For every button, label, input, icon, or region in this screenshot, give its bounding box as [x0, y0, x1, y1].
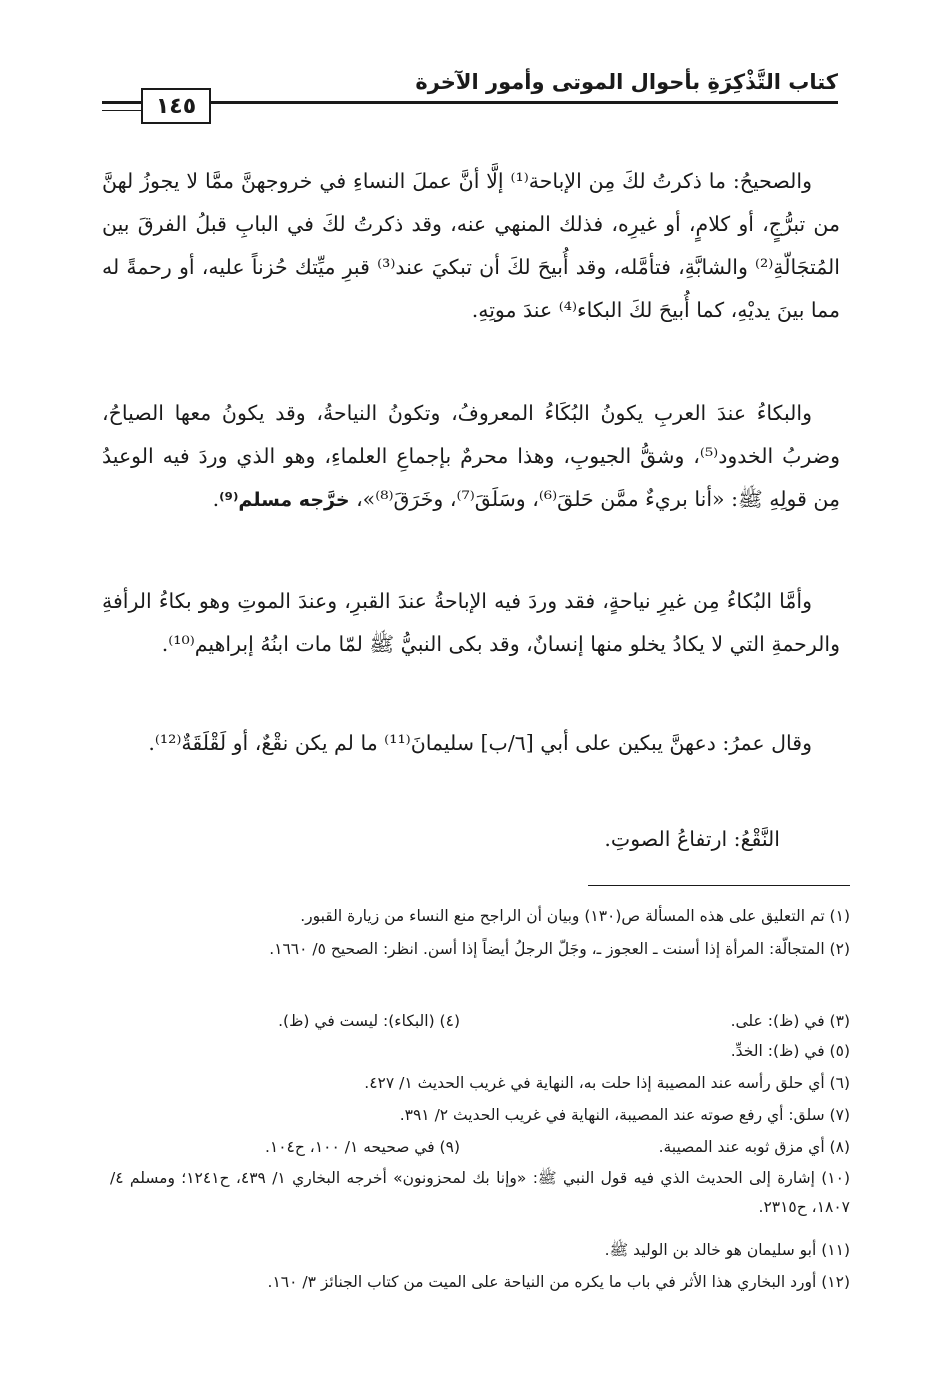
paragraph-3-text: وأمَّا البُكاءُ مِن غيرِ نياحةٍ، فقد وردَ فيه الإباحةُ عندَ القبرِ، وعندَ الموتِ وهو بكاءُ الرأفةِ والرحمةِ التي لا يكادُ يخلو منها إنسانٌ، وقد بكى النبيُّ ﷺ لمّا مات ابنُهُ إبراهيم⁽¹⁰⁾. [102, 589, 840, 656]
paragraph-1 [102, 160, 840, 332]
footnote-11: (١١) أبو سليمان هو خالد بن الوليد ﷺ. [604, 1241, 850, 1259]
footnote-9: (٩) في صحيحه ١/ ١٠٠، ح١٠٤. [264, 1138, 460, 1156]
paragraph-4-text: وقال عمرُ: دعهنَّ يبكين على أبي [٦/ب] سليمانَ⁽¹¹⁾ ما لم يكن نقْعٌ، أو لَقْلَقَةٌ⁽¹²⁾. [148, 731, 812, 755]
header-rule-secondary [102, 110, 142, 111]
footnote-4: (٤) (البكاء): ليست في (ظ). [278, 1012, 460, 1030]
footnote-1: (١) تم التعليق على هذه المسألة ص(١٣٠) وبيان أن الراجح منع النساء من زيارة القبور. [300, 907, 850, 925]
paragraph-5-text: النَّقْعُ: ارتفاعُ الصوتِ. [604, 827, 780, 851]
footnote-3: (٣) في (ظ): على. [730, 1012, 850, 1030]
footnote-6: (٦) أي حلق رأسه عند المصيبة إذا حلت به، النهاية في غريب الحديث ١/ ٤٢٧. [364, 1074, 850, 1092]
paragraph-2-bold-source: خرَّجه مسلم⁽⁹⁾ [219, 489, 350, 511]
footnote-7: (٧) سلق: أي رفع صوته عند المصيبة، النهاية في غريب الحديث ٢/ ٣٩١. [399, 1106, 850, 1124]
footnote-10: (١٠) إشارة إلى الحديث الذي فيه قول النبي ﷺ: «وإنا بك لمحزونون» أخرجه البخاري ١/ ٤٣٩، ح١٢٤١؛ ومسلم ٤/ ١٨٠٧، ح٢٣١٥. [110, 1169, 851, 1216]
page-number: ١٤٥ [141, 88, 211, 124]
footnote-2: (٢) المتجالّة: المرأة إذا أسنت ـ العجوز ـ، وجَلّ الرجلُ أيضاً إذا أسن. انظر: الصحيح ٥/ ١٦٦٠. [269, 940, 850, 958]
footnote-5: (٥) في (ظ): الخدِّ. [730, 1042, 850, 1060]
footnote-12: (١٢) أورد البخاري هذا الأثر في باب ما يكره من النياحة على الميت من كتاب الجنائز ٣/ ١٦٠. [267, 1273, 850, 1291]
paragraph-1-text: والصحيحُ: ما ذكرتُ لكَ مِن الإباحة⁽¹⁾ إلَّا أنَّ عملَ النساءِ في خروجهنَّ ممَّا لا يجوزُ لهنَّ من تبرُّجٍ، أو كلامٍ، أو غيرِه، فذلك المنهي عنه، وقد ذكرتُ لكَ في البابِ قبلُ الفرقَ بين المُتجَالّةِ⁽²⁾ والشابَّةِ، فتأمَّله، وقد أُبيحَ لكَ أن تبكيَ عند⁽³⁾ قبرِ ميِّتك حُزناً عليه، أو رحمةً له مما بينَ يديْهِ، كما أُبيحَ لكَ البكاء⁽⁴⁾ عندَ موتِهِ. [102, 169, 840, 322]
running-header-title: كتاب التَّذْكِرَةِ بأحوال الموتى وأمور الآخرة [415, 70, 838, 94]
header-rule [102, 101, 838, 104]
paragraph-4 [102, 722, 840, 765]
paragraph-2-text: والبكاءُ عندَ العربِ يكونُ البُكَاءُ المعروفُ، وتكونُ النياحةُ، وقد يكونُ معها الصياحُ، وضربُ الخدود⁽⁵⁾، وشقُّ الجيوبِ، وهذا محرمٌ بإجماعِ العلماءِ، وهو الذي وردَ فيه الوعيدُ مِن قولِهِ ﷺ: «أنا بريءٌ ممَّن حَلقَ⁽⁶⁾، وسَلَقَ⁽⁷⁾، وخَرَقَ⁽⁸⁾»، [102, 401, 841, 511]
paragraph-5 [604, 818, 780, 861]
paragraph-3 [102, 580, 840, 666]
footnote-8: (٨) أي مزق ثوبه عند المصيبة. [658, 1138, 850, 1156]
paragraph-2: والبكاءُ عندَ العربِ يكونُ البُكَاءُ المعروفُ، وتكونُ النياحةُ، وقد يكونُ معها الصياحُ، وضربُ الخدود⁽⁵⁾، وشقُّ الجيوبِ، وهذا محرمٌ بإجماعِ العلماءِ، وهو الذي وردَ فيه الوعيدُ مِن قولِهِ ﷺ: «أنا بريءٌ ممَّن حَلقَ⁽⁶⁾، وسَلَقَ⁽⁷⁾، وخَرَقَ⁽⁸⁾»، خرَّجه مسلم⁽⁹⁾. [102, 401, 841, 511]
footnote-separator [588, 885, 850, 886]
